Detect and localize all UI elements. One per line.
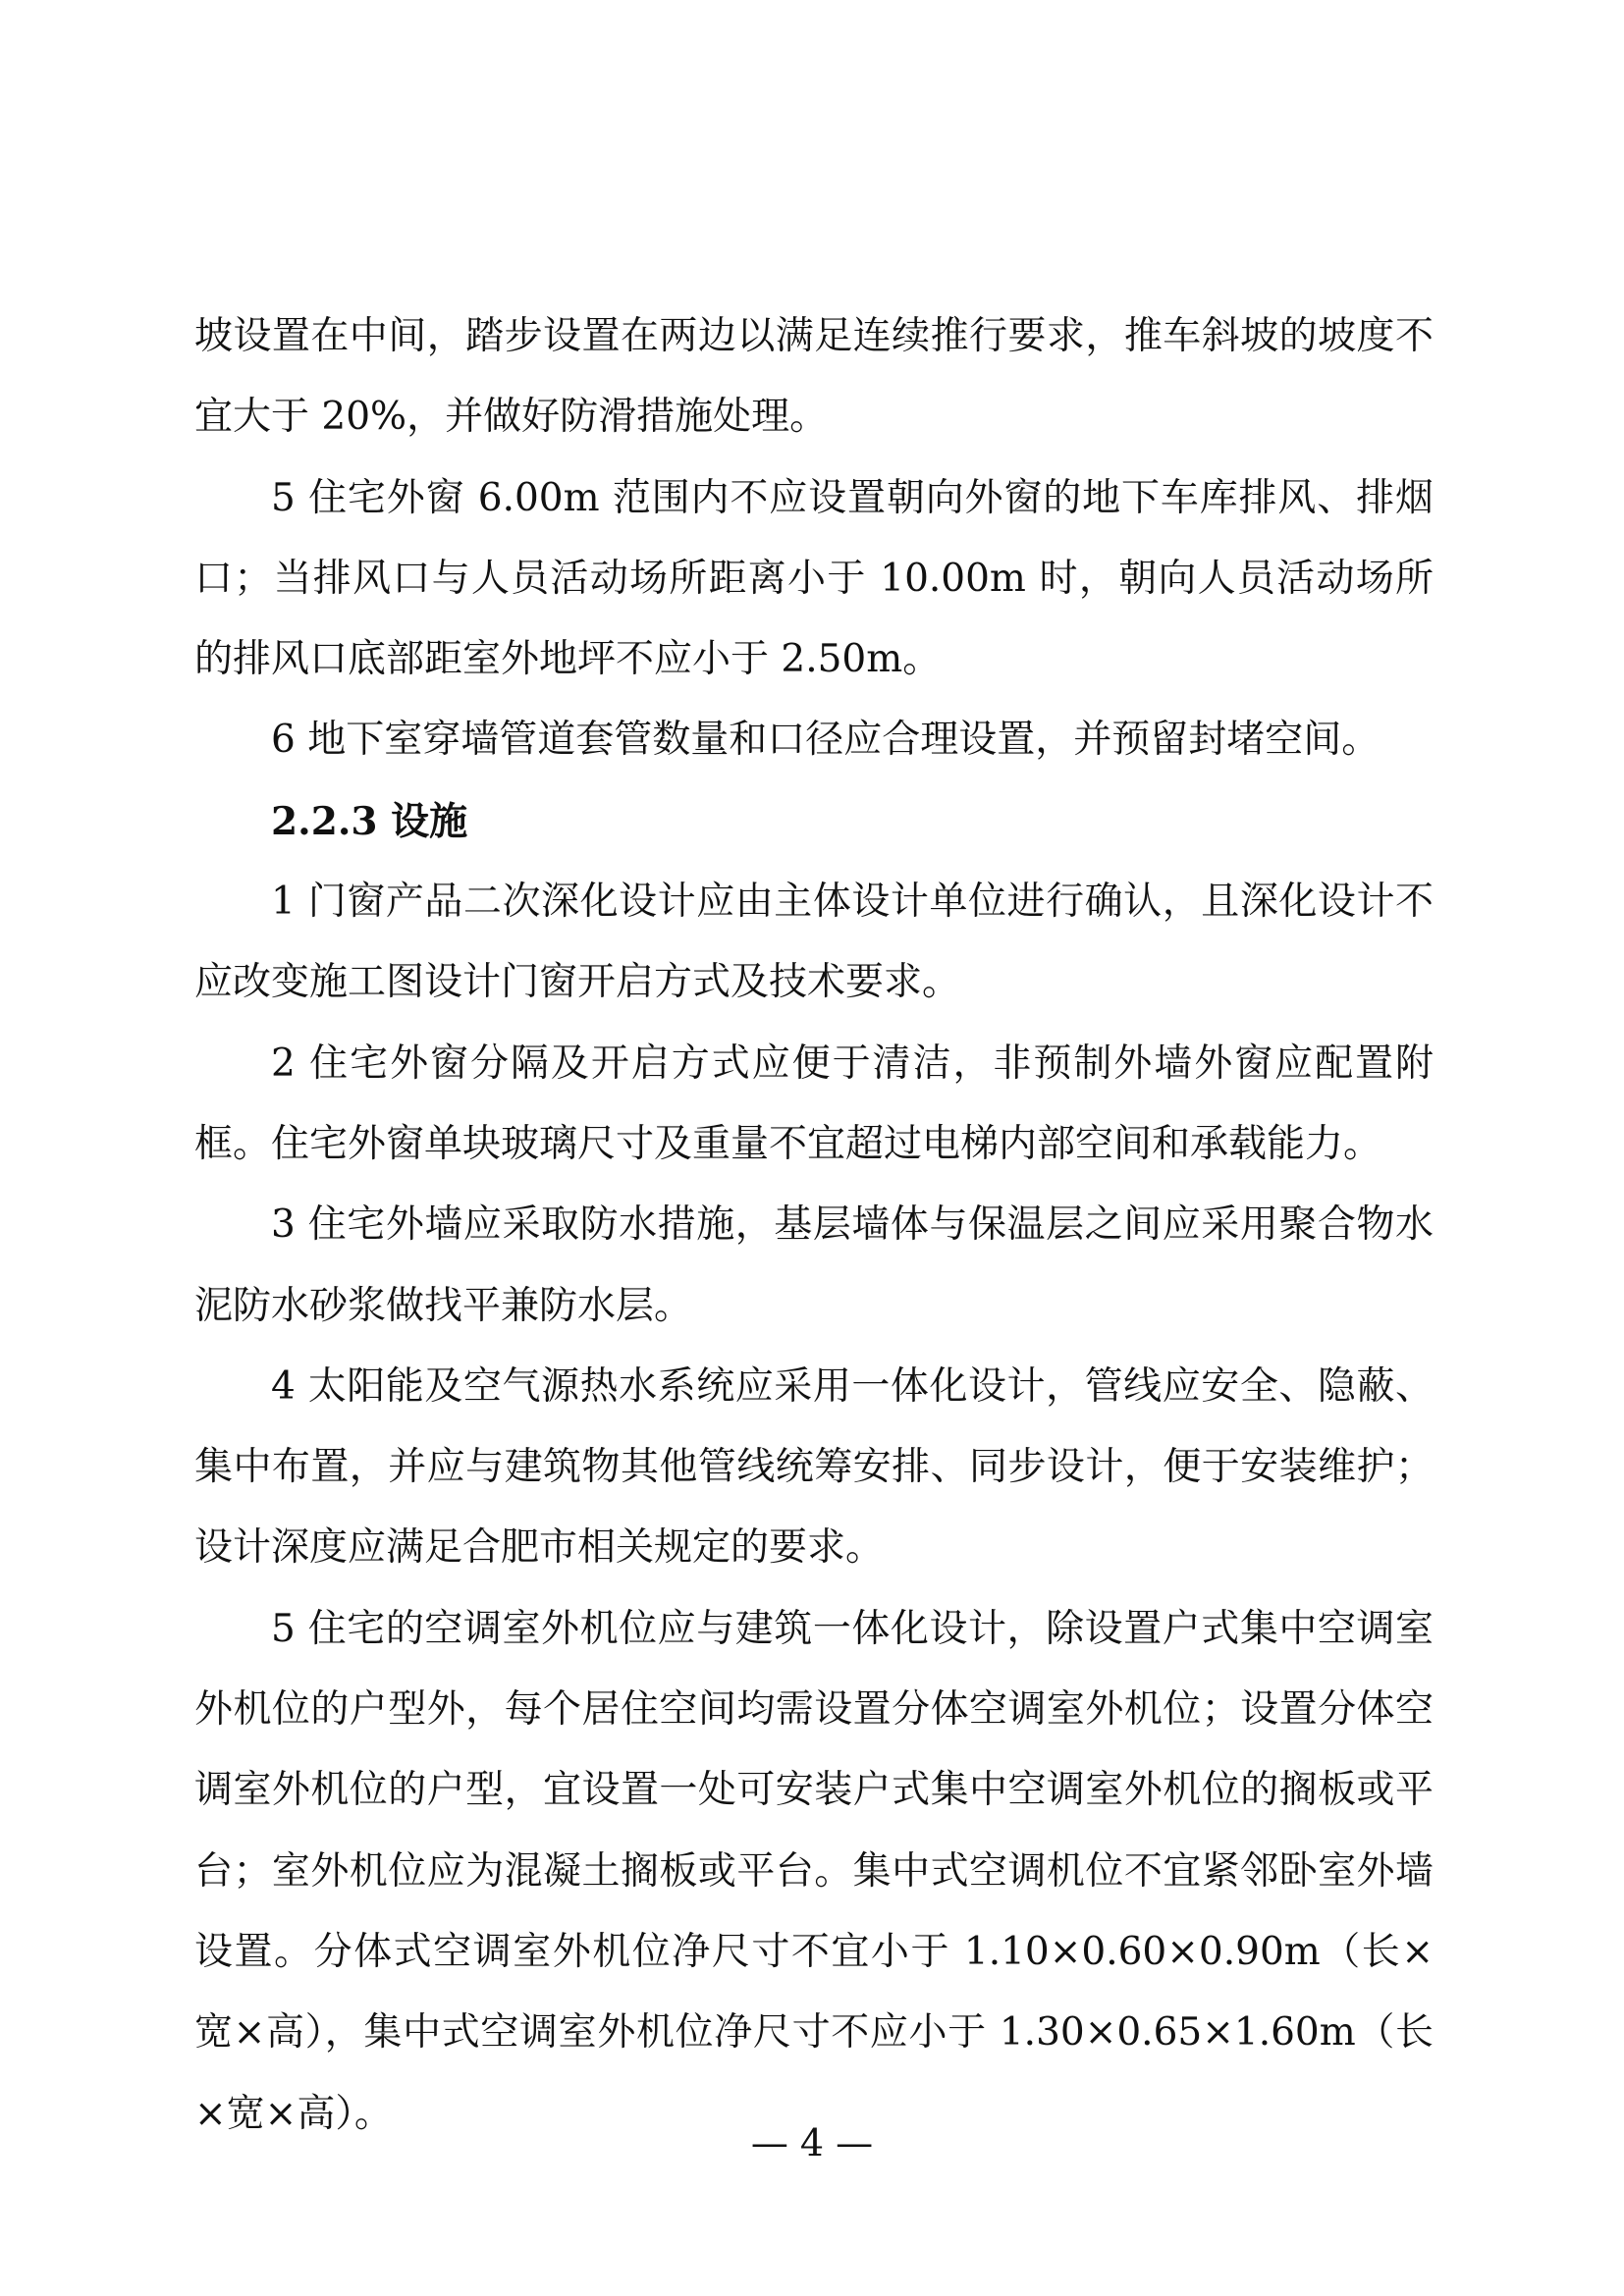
section-heading-facilities: 2.2.3 设施	[271, 798, 468, 844]
paragraph-item-4-solar-water-system: 4 太阳能及空气源热水系统应采用一体化设计，管线应安全、隐蔽、集中布置，并应与建筑物其他管线统筹安排、同步设计，便于安装维护；设计深度应满足合肥市相关规定的要求。	[194, 1363, 1434, 1571]
paragraph-item-5-air-conditioner-units: 5 住宅的空调室外机位应与建筑一体化设计，除设置户式集中空调室外机位的户型外，每个居住空间均需设置分体空调室外机位；设置分体空调室外机位的户型，宜设置一处可安装户式集中空调室外机位的搁板或平台；室外机位应为混凝土搁板或平台。集中式空调机位不宜紧邻卧室外墙设置。分体式空调室外机位净尺寸不宜小于 1.10×0.60×0.90m（长×宽×高），集中式空调室外机位净尺寸不应小于 1.30×0.65×1.60m（长×宽×高）。	[194, 1606, 1434, 2136]
paragraph-item-5-window-exhaust: 5 住宅外窗 6.00m 范围内不应设置朝向外窗的地下车库排风、排烟口；当排风口与人员活动场所距离小于 10.00m 时，朝向人员活动场所的排风口底部距室外地坪不应小于 2.50m。	[194, 475, 1434, 682]
paragraph-item-2-exterior-windows: 2 住宅外窗分隔及开启方式应便于清洁，非预制外墙外窗应配置附框。住宅外窗单块玻璃尺寸及重量不宜超过电梯内部空间和承载能力。	[194, 1041, 1434, 1166]
page-number: — 4 —	[750, 2121, 874, 2164]
paragraph-continuation: 坡设置在中间，踏步设置在两边以满足连续推行要求，推车斜坡的坡度不宜大于 20%，并做好防滑措施处理。	[194, 314, 1434, 440]
paragraph-item-3-exterior-walls: 3 住宅外墙应采取防水措施，基层墙体与保温层之间应采用聚合物水泥防水砂浆做找平兼防水层。	[194, 1202, 1434, 1328]
paragraph-item-1-door-window-design: 1 门窗产品二次深化设计应由主体设计单位进行确认，且深化设计不应改变施工图设计门窗开启方式及技术要求。	[194, 880, 1434, 1005]
paragraph-item-6-basement-pipes: 6 地下室穿墙管道套管数量和口径应合理设置，并预留封堵空间。	[271, 718, 1380, 763]
body-text	[194, 296, 1434, 2155]
